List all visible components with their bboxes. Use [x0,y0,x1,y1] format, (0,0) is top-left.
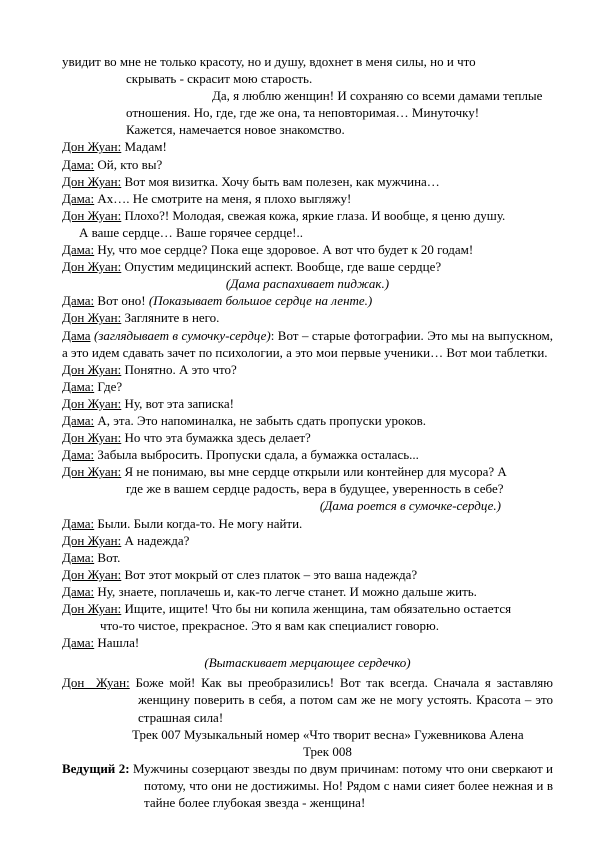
speaker-dama: Дама: [62,190,95,206]
dialog-line [62,190,553,207]
dialog-line [62,309,553,326]
speaker-don: Дон Жуан: [62,139,122,155]
stage-direction: (Показывает большое сердце на ленте.) [148,293,373,309]
speaker-dama: Дама: [62,583,95,599]
speaker-don: Дон Жуан: [62,259,122,275]
dialog-line [62,515,553,532]
track-line: Трек 008 [303,743,352,759]
dialog-line [62,566,553,583]
replica: Вот этот мокрый от слез платок – это ваша надежда? [124,566,418,582]
dialog-line [62,549,553,566]
dialog-line [62,258,553,275]
dialog-line [62,583,553,600]
speaker-don: Дон Жуан: [62,173,122,189]
speaker-don: Дон Жуан: [62,361,122,377]
replica: Ой, кто вы? [97,156,163,172]
speaker-dama: Дама: [62,412,95,428]
replica: Плохо?! Молодая, свежая кожа, яркие глаза. И вообще, я ценю душу. [124,207,506,223]
replica: Я не понимаю, вы мне сердце открыли или контейнер для мусора? А [124,464,507,480]
replica: Вот моя визитка. Хочу быть вам полезен, как мужчина… [124,173,440,189]
replica: Где? [97,378,123,394]
text-line: отношения. Но, где, где же она, та неповторимая… Минуточку! [126,105,480,121]
speaker-don: Дон Жуан: [62,430,122,446]
document-page [62,53,553,811]
speaker-dama: Дама: [62,549,95,565]
dialog-line [62,207,553,224]
dialog-line [62,395,553,412]
dialog-line [62,412,553,429]
replica: Ну, знаете, поплачешь и, как-то легче станет. И можно дальше жить. [97,583,477,599]
speaker-dama: Дама: [62,378,95,394]
replica: Мужчины созерцают звезды по двум причинам: потому что они сверкают и потому, что они не достижимы. Но! Рядом с нами сияет более нежная и в тайне более глубокая звезда - женщина! [132,760,554,811]
speaker-don: Дон Жуан: [62,566,122,582]
speaker-don: Дон Жуан: [62,310,122,326]
speaker-dama: Дама: [62,515,95,531]
replica: Мадам! [124,139,167,155]
text-line: скрывать - скрасит мою старость. [126,71,313,87]
replica: Вот оно! [97,293,146,309]
replica: Нашла! [97,635,140,651]
replica: Были. Были когда-то. Не могу найти. [97,515,303,531]
dialog-line: где же в вашем сердце радость, вера в будущее, уверенность в себе? [126,481,504,497]
dialog-line: что-то чистое, прекрасное. Это я вам как специалист говорю. [100,618,440,634]
speaker-dama: Дама [62,327,91,343]
speaker-host: Ведущий 2: [62,760,130,776]
replica: Забыла выбросить. Пропуски сдала, а бумажка осталась... [97,447,419,463]
replica: Вот. [97,549,121,565]
stage-direction: (Дама распахивает пиджак.) [225,276,390,292]
speaker-dama: Дама: [62,293,95,309]
replica: : Вот – старые фотографии. Это мы на выпускном, а это идем сдавать зачет по психологии, а это мои первые ученики… Вот мои таблетки. [62,327,554,360]
dialog-line [62,156,553,173]
replica: Но что эта бумажка здесь делает? [124,430,311,446]
stage-direction: (заглядывает в сумочку-сердце) [94,327,271,343]
replica: А надежда? [124,532,190,548]
speaker-dama: Дама: [62,156,95,172]
replica: Ну, что мое сердце? Пока еще здоровое. А вот что будет к 20 годам! [97,242,474,258]
text-line: увидит во мне не только красоту, но и душу, вдохнет в меня силы, но и что [62,54,476,69]
text-line: Да, я люблю женщин! И сохраняю со всеми дамами теплые [212,88,543,104]
replica: Понятно. А это что? [124,361,237,377]
replica: Ищите, ищите! Что бы ни копила женщина, там обязательно остается [124,601,512,616]
replica: А, эта. Это напоминалка, не забыть сдать пропуски уроков. [97,412,427,428]
stage-direction: (Дама роется в сумочке-сердце.) [319,498,501,514]
speaker-don: Дон Жуан: [62,675,130,691]
speaker-don: Дон Жуан: [62,207,122,223]
replica: Боже мой! Как вы преобразились! Вот так всегда. Сначала я заставляю женщину поверить в себя, а потом сам же не могу устоять. Красота – это страшная сила! [135,675,554,725]
stage-direction: (Вытаскивает мерцающее сердечко) [204,655,411,671]
text-line: Кажется, намечается новое знакомство. [126,122,345,138]
speaker-dama: Дама: [62,242,95,258]
speaker-don: Дон Жуан: [62,464,122,480]
dialog-line [62,327,553,361]
dialog-line [62,292,553,309]
speaker-dama: Дама: [62,635,95,651]
dialog-line [62,532,553,549]
dialog-line [62,361,553,378]
dialog-line [62,674,553,725]
track-line: Трек 007 Музыкальный номер «Что творит весна» Гужевникова Алена [132,726,524,742]
dialog-line [62,634,553,651]
dialog-line [62,446,553,463]
speaker-don: Дон Жуан: [62,395,122,411]
dialog-line [62,429,553,446]
dialog-line [62,378,553,395]
dialog-line: А ваше сердце… Ваше горячее сердце!.. [79,224,304,240]
speaker-dama: Дама: [62,447,95,463]
replica: Ах…. Не смотрите на меня, я плохо выгляжу! [97,190,352,206]
replica: Ну, вот эта записка! [124,395,234,411]
dialog-line [62,138,553,155]
replica: Загляните в него. [124,310,220,326]
dialog-line [62,241,553,258]
replica: Опустим медицинский аспект. Вообще, где ваше сердце? [124,259,442,275]
host-line [62,760,553,811]
dialog-line [62,173,553,190]
speaker-don: Дон Жуан: [62,601,122,616]
speaker-don: Дон Жуан: [62,532,122,548]
dialog-line [62,600,553,617]
dialog-line [62,463,553,480]
